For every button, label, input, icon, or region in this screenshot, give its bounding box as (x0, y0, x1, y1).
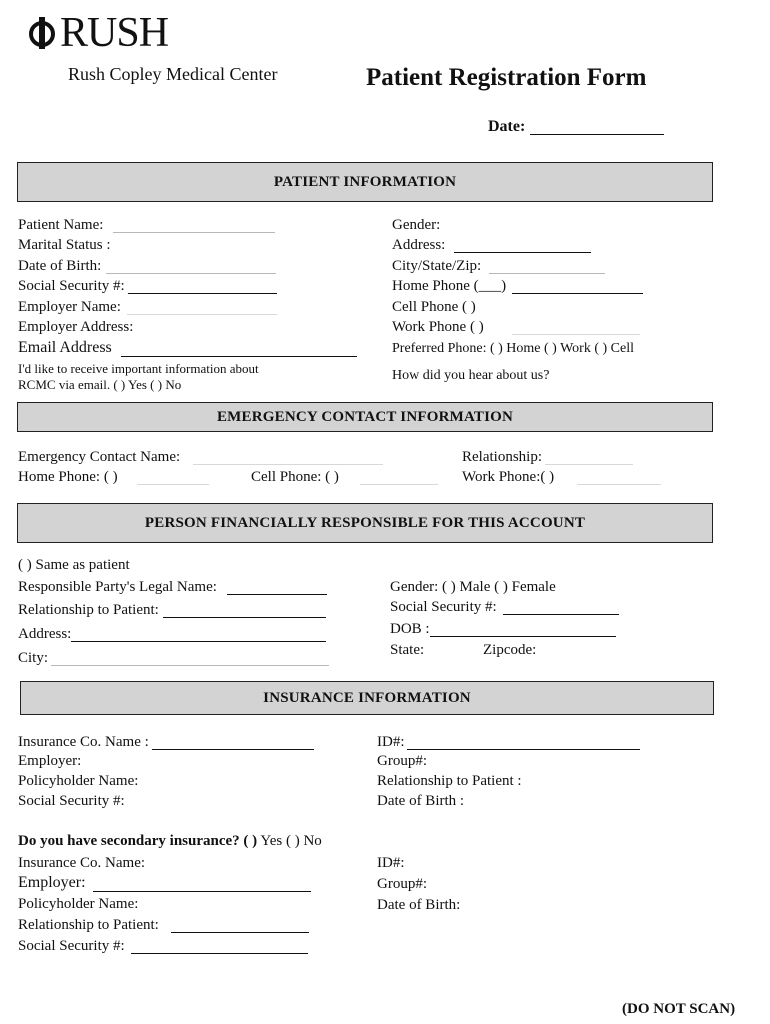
secondary-employer-label: Employer: (18, 874, 86, 891)
email-label: Email Address (18, 339, 112, 356)
responsible-city-field[interactable] (51, 665, 329, 666)
insurance-id-field[interactable] (407, 749, 640, 750)
responsible-address-label: Address: (18, 626, 72, 642)
insurance-ssn-label: Social Security #: (18, 793, 125, 809)
responsible-city-label: City: (18, 650, 49, 666)
secondary-dob-label: Date of Birth: (377, 897, 461, 913)
city-state-zip-label: City/State/Zip: (392, 258, 482, 274)
email-consent-line-2[interactable]: RCMC via email. ( ) Yes ( ) No (18, 377, 182, 392)
home-phone-field[interactable] (512, 293, 643, 294)
secondary-group-label: Group#: (377, 876, 427, 892)
logo-wordmark: RUSH (60, 10, 169, 56)
relationship-to-patient-label: Relationship to Patient: (18, 602, 159, 618)
responsible-dob-label: DOB : (390, 621, 430, 637)
secondary-employer-field[interactable] (93, 891, 311, 892)
section-header-financial: PERSON FINANCIALLY RESPONSIBLE FOR THIS ACCOUNT (17, 503, 713, 543)
employer-name-field[interactable] (127, 314, 277, 315)
emergency-home-phone-label: Home Phone: ( ) (18, 469, 118, 485)
dob-field[interactable] (106, 273, 276, 274)
emergency-relationship-label: Relationship: (462, 449, 542, 465)
emergency-home-phone-field[interactable] (137, 484, 209, 485)
insurance-dob-label: Date of Birth : (377, 793, 465, 809)
preferred-phone-options[interactable]: Preferred Phone: ( ) Home ( ) Work ( ) Cell (392, 341, 634, 356)
employer-name-label: Employer Name: (18, 299, 121, 315)
email-consent-line-1: I'd like to receive important information about (18, 361, 259, 376)
dob-label: Date of Birth: (18, 258, 102, 274)
emergency-work-phone-field[interactable] (577, 484, 661, 485)
secondary-id-label: ID#: (377, 855, 405, 871)
date-field[interactable] (530, 134, 664, 135)
address-label: Address: (392, 237, 446, 253)
work-phone-field[interactable] (512, 334, 640, 335)
responsible-zipcode-label: Zipcode: (483, 642, 537, 658)
secondary-relationship-field[interactable] (171, 932, 309, 933)
secondary-ssn-field[interactable] (131, 953, 308, 954)
gender-label: Gender: (392, 217, 441, 233)
insurance-id-label: ID#: (377, 734, 405, 750)
work-phone-label: Work Phone ( ) (392, 319, 484, 335)
rush-logo (28, 10, 168, 56)
employer-address-label: Employer Address: (18, 319, 134, 335)
same-as-patient-option[interactable]: ( ) Same as patient (18, 557, 130, 573)
facility-name: Rush Copley Medical Center (68, 64, 278, 84)
section-header-insurance: INSURANCE INFORMATION (20, 681, 714, 715)
responsible-state-label: State: (390, 642, 425, 658)
responsible-dob-field[interactable] (430, 636, 616, 637)
secondary-ssn-label: Social Security #: (18, 938, 125, 954)
ssn-label: Social Security #: (18, 278, 125, 294)
secondary-relationship-label: Relationship to Patient: (18, 917, 159, 933)
city-state-zip-field[interactable] (489, 273, 605, 274)
responsible-legal-name-label: Responsible Party's Legal Name: (18, 579, 217, 595)
section-header-patient: PATIENT INFORMATION (17, 162, 713, 202)
secondary-insurance-question-text: Do you have secondary insurance? ( ) (18, 833, 258, 849)
responsible-ssn-label: Social Security #: (390, 599, 497, 615)
responsible-gender-options[interactable]: Gender: ( ) Male ( ) Female (390, 579, 556, 595)
date-label: Date: (488, 118, 526, 135)
form-title: Patient Registration Form (366, 64, 647, 91)
email-field[interactable] (121, 356, 357, 357)
secondary-policyholder-label: Policyholder Name: (18, 896, 139, 912)
emergency-relationship-field[interactable] (545, 464, 633, 465)
secondary-insurance-options[interactable]: Yes ( ) No (260, 833, 322, 849)
home-phone-label: Home Phone (___) (392, 278, 507, 294)
relationship-to-patient-field[interactable] (163, 617, 326, 618)
emergency-contact-name-label: Emergency Contact Name: (18, 449, 181, 465)
cell-phone-label: Cell Phone ( ) (392, 299, 476, 315)
patient-name-field[interactable] (113, 232, 275, 233)
patient-name-label: Patient Name: (18, 217, 104, 233)
insurance-co-name-field[interactable] (152, 749, 314, 750)
rush-logo-icon (28, 15, 56, 51)
emergency-contact-name-field[interactable] (193, 464, 383, 465)
do-not-scan-note: (DO NOT SCAN) (622, 1001, 736, 1017)
secondary-insurance-co-name-label: Insurance Co. Name: (18, 855, 146, 871)
ssn-field[interactable] (128, 293, 277, 294)
emergency-cell-phone-field[interactable] (360, 484, 438, 485)
insurance-policyholder-label: Policyholder Name: (18, 773, 139, 789)
insurance-co-name-label: Insurance Co. Name : (18, 734, 149, 750)
address-field[interactable] (454, 252, 591, 253)
insurance-group-label: Group#: (377, 753, 427, 769)
secondary-insurance-question[interactable] (18, 832, 322, 850)
marital-status-label: Marital Status : (18, 237, 111, 253)
emergency-cell-phone-label: Cell Phone: ( ) (251, 469, 339, 485)
responsible-ssn-field[interactable] (503, 614, 619, 615)
responsible-legal-name-field[interactable] (227, 594, 327, 595)
hear-about-us-label: How did you hear about us? (392, 368, 550, 383)
insurance-employer-label: Employer: (18, 753, 82, 769)
insurance-relationship-label: Relationship to Patient : (377, 773, 522, 789)
section-header-emergency: EMERGENCY CONTACT INFORMATION (17, 402, 713, 432)
emergency-work-phone-label: Work Phone:( ) (462, 469, 555, 485)
responsible-address-field[interactable] (71, 641, 326, 642)
